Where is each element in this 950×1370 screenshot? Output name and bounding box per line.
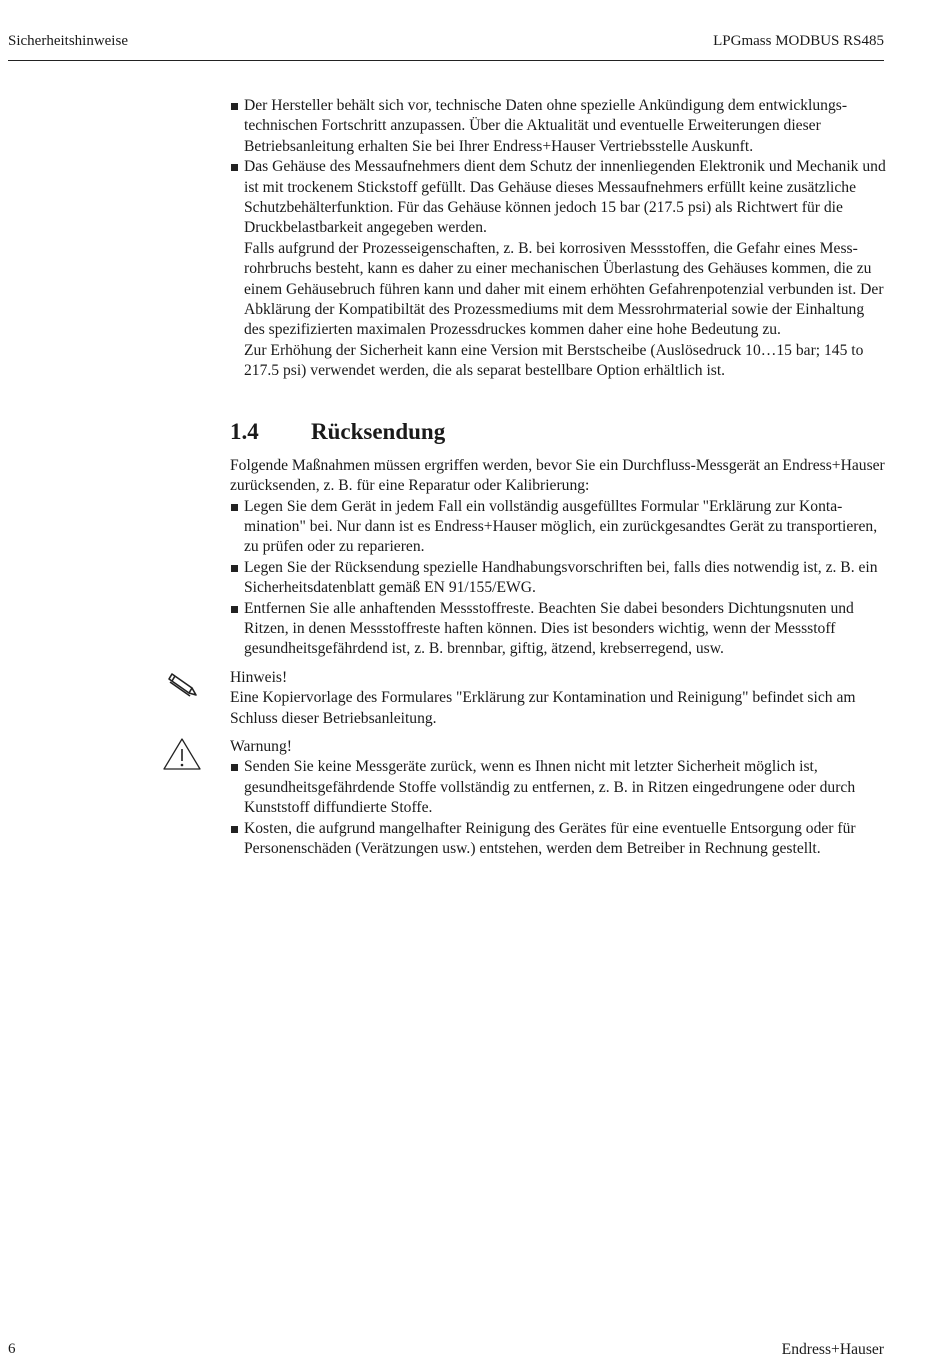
bullet-square-icon xyxy=(231,606,238,613)
warning-block xyxy=(230,737,886,859)
section-intro: Folgende Maßnahmen müssen ergriffen werden, bevor Sie ein Durchfluss-Messgerät an Endress+Hauser zurücksenden, z. B. für eine Reparatur oder Kalibrierung: xyxy=(230,456,885,495)
list-item-text: Das Gehäuse des Messaufnehmers dient dem Schutz der innenliegenden Elektronik und Mechanik und ist mit trockenem Stickstoff gefüllt. Das Gehäuse dieses Messaufnehmers erfüllt keine zusätzliche Schutzbehälterfunktion. Für das Gehäuse können jedoch 15 bar (217.5 psi) als Richtwert für die Druckbelastbarkeit angegeben werden. xyxy=(244,158,886,237)
bullet-square-icon xyxy=(231,565,238,572)
page-content xyxy=(230,96,886,859)
header-chapter: Sicherheitshinweise xyxy=(8,33,128,49)
warning-bullet-list xyxy=(230,757,886,859)
warning-label: Warnung! xyxy=(230,737,292,755)
list-item-text: Legen Sie dem Gerät in jedem Fall ein vollständig ausgefülltes Formular "Erklärung zur Kontamination" bei. Nur dann ist es Endress+Hauser möglich, ein zurückgesandtes Gerät zu transportieren, zu prüfen oder zu reparieren. xyxy=(244,497,878,556)
note-label: Hinweis! xyxy=(230,668,288,686)
section-title: Rücksendung xyxy=(311,418,446,444)
list-item-text: Der Hersteller behält sich vor, technische Daten ohne spezielle Ankündigung dem entwicklungstechnischen Fortschritt anzupassen. Über die Aktualität und eventuelle Erweiterungen dieser Betriebsanleitung erhalten Sie bei Ihrer Endress+Hauser Vertriebsstelle Auskunft. xyxy=(244,97,848,155)
page-header xyxy=(8,33,884,61)
intro-bullet-list xyxy=(230,96,886,382)
list-item xyxy=(230,96,886,157)
list-item xyxy=(230,599,886,660)
list-item-text: Entfernen Sie alle anhaftenden Messstoffreste. Beachten Sie dabei besonders Dichtungsnuten und Ritzen, in denen Messstoffreste haften können. Dies ist besonders wichtig, wenn der Messstoff gesundheitsgefährdend ist, z. B. brennbar, giftig, ätzend, krebserregend, usw. xyxy=(244,599,854,658)
section-heading xyxy=(230,418,886,446)
pencil-note-icon xyxy=(162,668,202,700)
list-item-text: Zur Erhöhung der Sicherheit kann eine Version mit Berstscheibe (Auslösedruck 10…15 bar; 145 to 217.5 psi) verwendet werden, die als separat bestellbare Option erhältlich ist. xyxy=(244,341,864,380)
section-number: 1.4 xyxy=(230,418,259,444)
bullet-square-icon xyxy=(231,164,238,171)
list-item-text: Falls aufgrund der Prozesseigenschaften, z. B. bei korrosiven Messstoffen, die Gefahr eines Messrohrbruchs besteht, kann es daher zu einer mechanischen Überlastung des Gehäuses kommen, die zu einem Gehäusebruch führen kann und daher mit einem erhöhten Gefahrenpotenzial verbunden ist. Der Abklärung der Kompatibiltät des Prozessmediums mit dem Messrohrmaterial sowie der Einhaltung des spezifizierten maximalen Prozessdruckes kommen daher eine hohe Bedeutung zu. xyxy=(244,239,884,339)
list-item xyxy=(230,819,886,860)
bullet-square-icon xyxy=(231,764,238,771)
list-item xyxy=(230,497,886,558)
bullet-square-icon xyxy=(231,504,238,511)
header-product: LPGmass MODBUS RS485 xyxy=(713,33,884,49)
list-item xyxy=(230,157,886,381)
warning-triangle-icon xyxy=(162,737,202,771)
bullet-square-icon xyxy=(231,103,238,110)
note-block xyxy=(230,668,886,729)
return-bullet-list xyxy=(230,497,886,660)
page-number: 6 xyxy=(8,1341,16,1357)
bullet-square-icon xyxy=(231,826,238,833)
list-item xyxy=(230,558,886,599)
list-item-text: Kosten, die aufgrund mangelhafter Reinigung des Gerätes für eine eventuelle Entsorgung oder für Personenschäden (Verätzungen usw.) entstehen, werden dem Betreiber in Rechnung gestellt. xyxy=(244,819,856,857)
list-item-text: Legen Sie der Rücksendung spezielle Handhabungsvorschriften bei, falls dies notwendig ist, z. B. ein Sicherheitsdatenblatt gemäß EN 91/155/EWG. xyxy=(244,558,878,597)
footer-brand: Endress+Hauser xyxy=(781,1341,884,1358)
note-text: Eine Kopiervorlage des Formulares "Erklärung zur Kontamination und Reinigung" befindet sich am Schluss dieser Betriebsanleitung. xyxy=(230,689,856,727)
list-item xyxy=(230,757,886,818)
list-item-text: Senden Sie keine Messgeräte zurück, wenn es Ihnen nicht mit letzter Sicherheit möglich ist, gesundheitsgefährdende Stoffe vollständig zu entfernen, z. B. in Ritzen eingedrungene oder durch Kunststoff diffundierte Stoffe. xyxy=(244,758,856,817)
